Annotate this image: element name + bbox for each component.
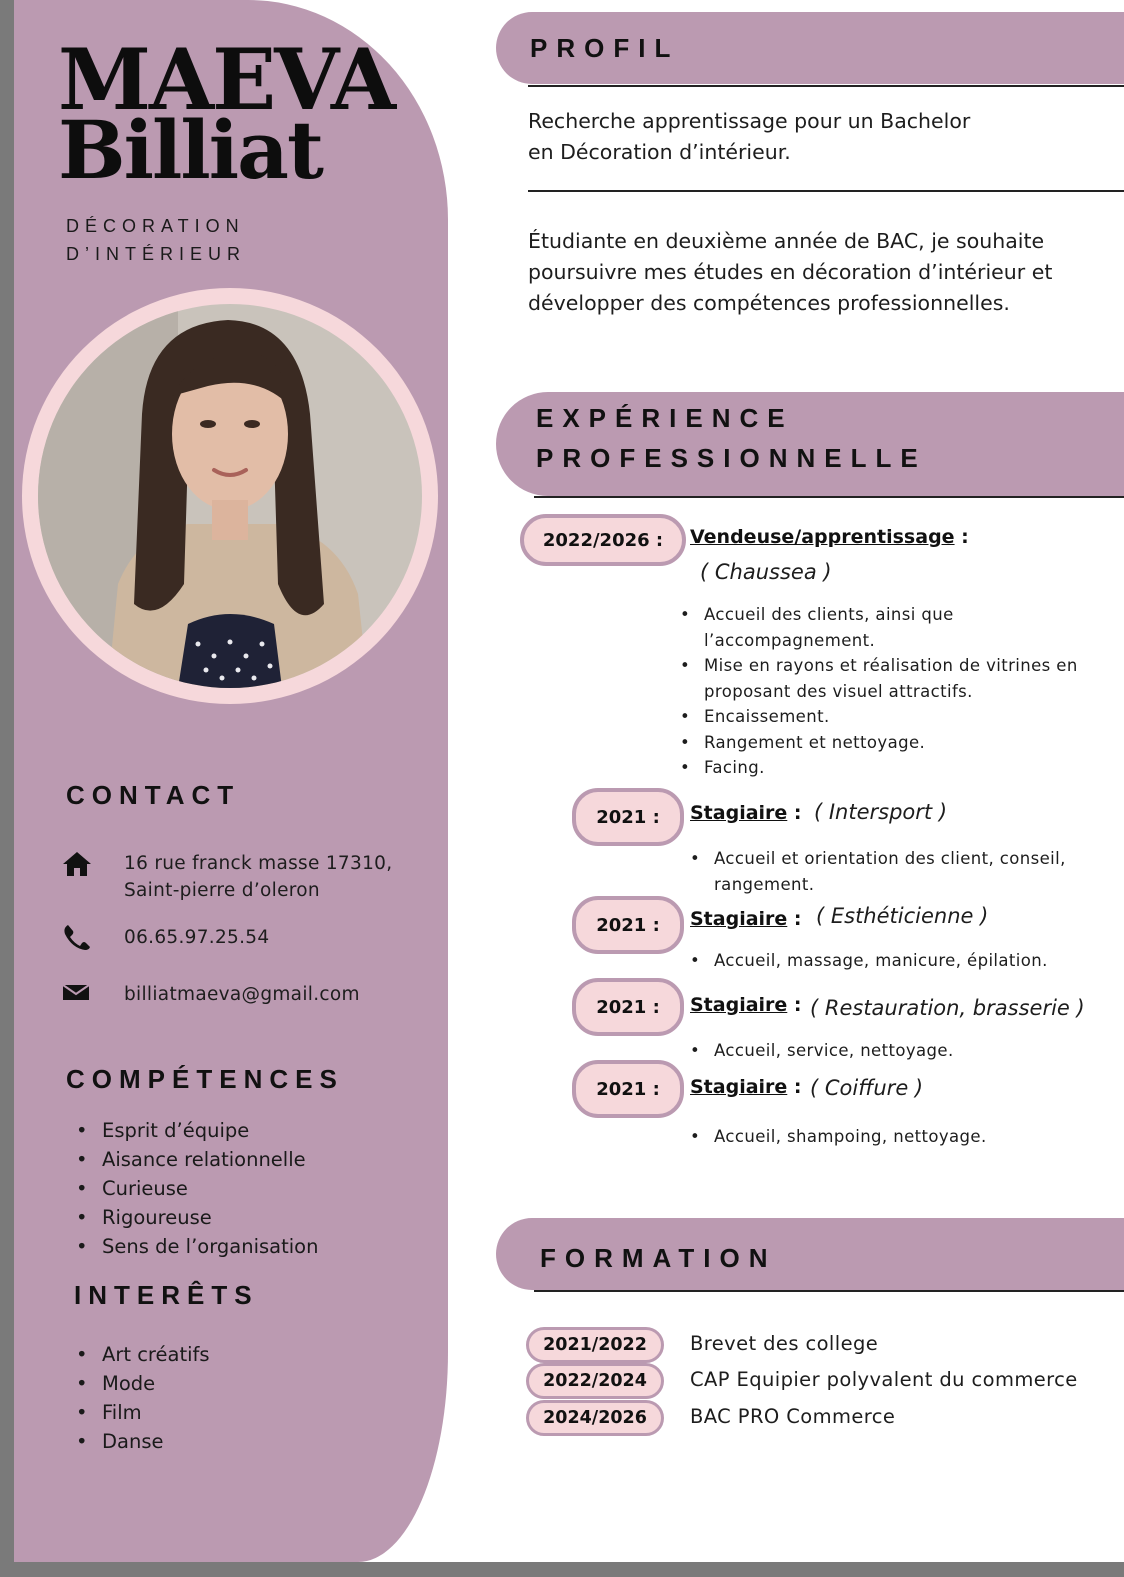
skills-heading: COMPÉTENCES <box>66 1064 344 1094</box>
last-name: Billiat <box>58 103 322 197</box>
job-role: Stagiaire <box>690 908 788 930</box>
job-company: ( Restauration, brasserie ) <box>810 996 1085 1020</box>
duty-item: • Rangement et nettoyage. <box>680 730 1100 756</box>
job-separator: : <box>787 802 802 824</box>
address-text <box>124 850 392 904</box>
job-duties <box>690 1124 1090 1150</box>
job-separator: : <box>787 994 802 1016</box>
divider <box>534 496 1124 498</box>
job-company: ( Esthéticienne ) <box>816 904 989 928</box>
duty-item: • Accueil, service, nettoyage. <box>690 1038 1090 1064</box>
experience-heading-line-1: EXPÉRIENCE <box>536 403 794 433</box>
job-role: Vendeuse/apprentissage <box>690 526 955 548</box>
duty-item: • Accueil, shampoing, nettoyage. <box>690 1124 1090 1150</box>
skill-item: • Aisance relationnelle <box>76 1145 318 1174</box>
subtitle-line-2: D’INTÉRIEUR <box>66 244 247 264</box>
contact-heading: CONTACT <box>66 780 241 810</box>
job-company: ( Coiffure ) <box>810 1076 924 1100</box>
job-duties <box>680 602 1100 781</box>
address-line-2: Saint-pierre d’oleron <box>124 880 320 901</box>
job-role: Stagiaire <box>690 994 788 1016</box>
envelope-icon <box>62 981 94 1005</box>
job-company: ( Chaussea ) <box>700 560 832 584</box>
subtitle-line-1: DÉCORATION <box>66 216 245 236</box>
job-title <box>690 526 969 548</box>
job-date-badge: 2021 : <box>572 788 684 846</box>
job-title <box>690 994 802 1016</box>
contact-address <box>62 850 392 904</box>
email-text[interactable]: billiatmaeva@gmail.com <box>124 984 360 1005</box>
portrait-illustration <box>38 304 422 688</box>
interests-list <box>76 1340 210 1456</box>
first-name: MAEVA <box>58 30 395 129</box>
experience-heading <box>536 398 927 478</box>
profile-line-2: en Décoration d’intérieur. <box>528 140 791 164</box>
duty-item: • Encaissement. <box>680 704 1100 730</box>
profile-desc-line-1: Étudiante en deuxième année de BAC, je souhaite <box>528 229 1045 253</box>
profile-description <box>528 226 1052 319</box>
formation-label: Brevet des college <box>690 1332 879 1355</box>
formation-date-badge: 2024/2026 <box>526 1400 664 1436</box>
home-icon <box>62 850 94 874</box>
profile-summary <box>528 106 970 168</box>
job-separator: : <box>954 526 969 548</box>
job-separator: : <box>787 908 802 930</box>
phone-text: 06.65.97.25.54 <box>124 927 270 948</box>
skill-item: • Rigoureuse <box>76 1203 318 1232</box>
duty-item: • Facing. <box>680 755 1100 781</box>
job-date-badge: 2021 : <box>572 978 684 1036</box>
interest-item: • Mode <box>76 1369 210 1398</box>
job-company: ( Intersport ) <box>814 800 948 824</box>
bottom-margin <box>0 1562 1124 1577</box>
job-duties <box>690 1038 1090 1064</box>
profile-photo-frame <box>22 288 438 704</box>
interest-item: • Danse <box>76 1427 210 1456</box>
resume-page <box>14 0 1124 1562</box>
skill-item: • Sens de l’organisation <box>76 1232 318 1261</box>
interests-heading: INTERÊTS <box>74 1280 259 1310</box>
profile-photo <box>38 304 422 688</box>
profile-desc-line-2: poursuivre mes études en décoration d’intérieur et <box>528 260 1053 284</box>
formation-heading: FORMATION <box>540 1243 777 1273</box>
job-title <box>690 802 802 824</box>
profile-line-1: Recherche apprentissage pour un Bachelor <box>528 109 971 133</box>
job-date-badge: 2021 : <box>572 896 684 954</box>
skills-list <box>76 1116 318 1261</box>
job-role: Stagiaire <box>690 1076 788 1098</box>
contact-email <box>62 981 360 1008</box>
job-role: Stagiaire <box>690 802 788 824</box>
skill-item: • Esprit d’équipe <box>76 1116 318 1145</box>
formation-label: CAP Equipier polyvalent du commerce <box>690 1368 1078 1391</box>
formation-label: BAC PRO Commerce <box>690 1405 896 1428</box>
experience-heading-line-2: PROFESSIONNELLE <box>536 443 927 473</box>
duty-item: • Mise en rayons et réalisation de vitrines en proposant des visuel attractifs. <box>680 653 1100 704</box>
job-title <box>690 1076 802 1098</box>
interest-item: • Art créatifs <box>76 1340 210 1369</box>
divider <box>528 85 1124 87</box>
job-duties <box>690 948 1110 974</box>
job-date-badge: 2021 : <box>572 1060 684 1118</box>
skill-item: • Curieuse <box>76 1174 318 1203</box>
divider <box>534 1290 1124 1292</box>
profile-heading: PROFIL <box>530 33 680 63</box>
duty-item: • Accueil et orientation des client, conseil, rangement. <box>690 846 1090 897</box>
formation-date-badge: 2021/2022 <box>526 1327 664 1363</box>
contact-phone <box>62 924 269 951</box>
job-date-badge: 2022/2026 : <box>520 514 686 566</box>
job-separator: : <box>787 1076 802 1098</box>
formation-date-badge: 2022/2024 <box>526 1363 664 1399</box>
divider <box>528 190 1124 192</box>
job-subtitle <box>66 212 246 268</box>
phone-icon <box>62 924 94 948</box>
duty-item: • Accueil, massage, manicure, épilation. <box>690 948 1110 974</box>
job-duties <box>690 846 1090 897</box>
interest-item: • Film <box>76 1398 210 1427</box>
job-title <box>690 908 802 930</box>
profile-desc-line-3: développer des compétences professionnelles. <box>528 291 1010 315</box>
duty-item: • Accueil des clients, ainsi que l’accompagnement. <box>680 602 1100 653</box>
address-line-1: 16 rue franck masse 17310, <box>124 853 393 874</box>
